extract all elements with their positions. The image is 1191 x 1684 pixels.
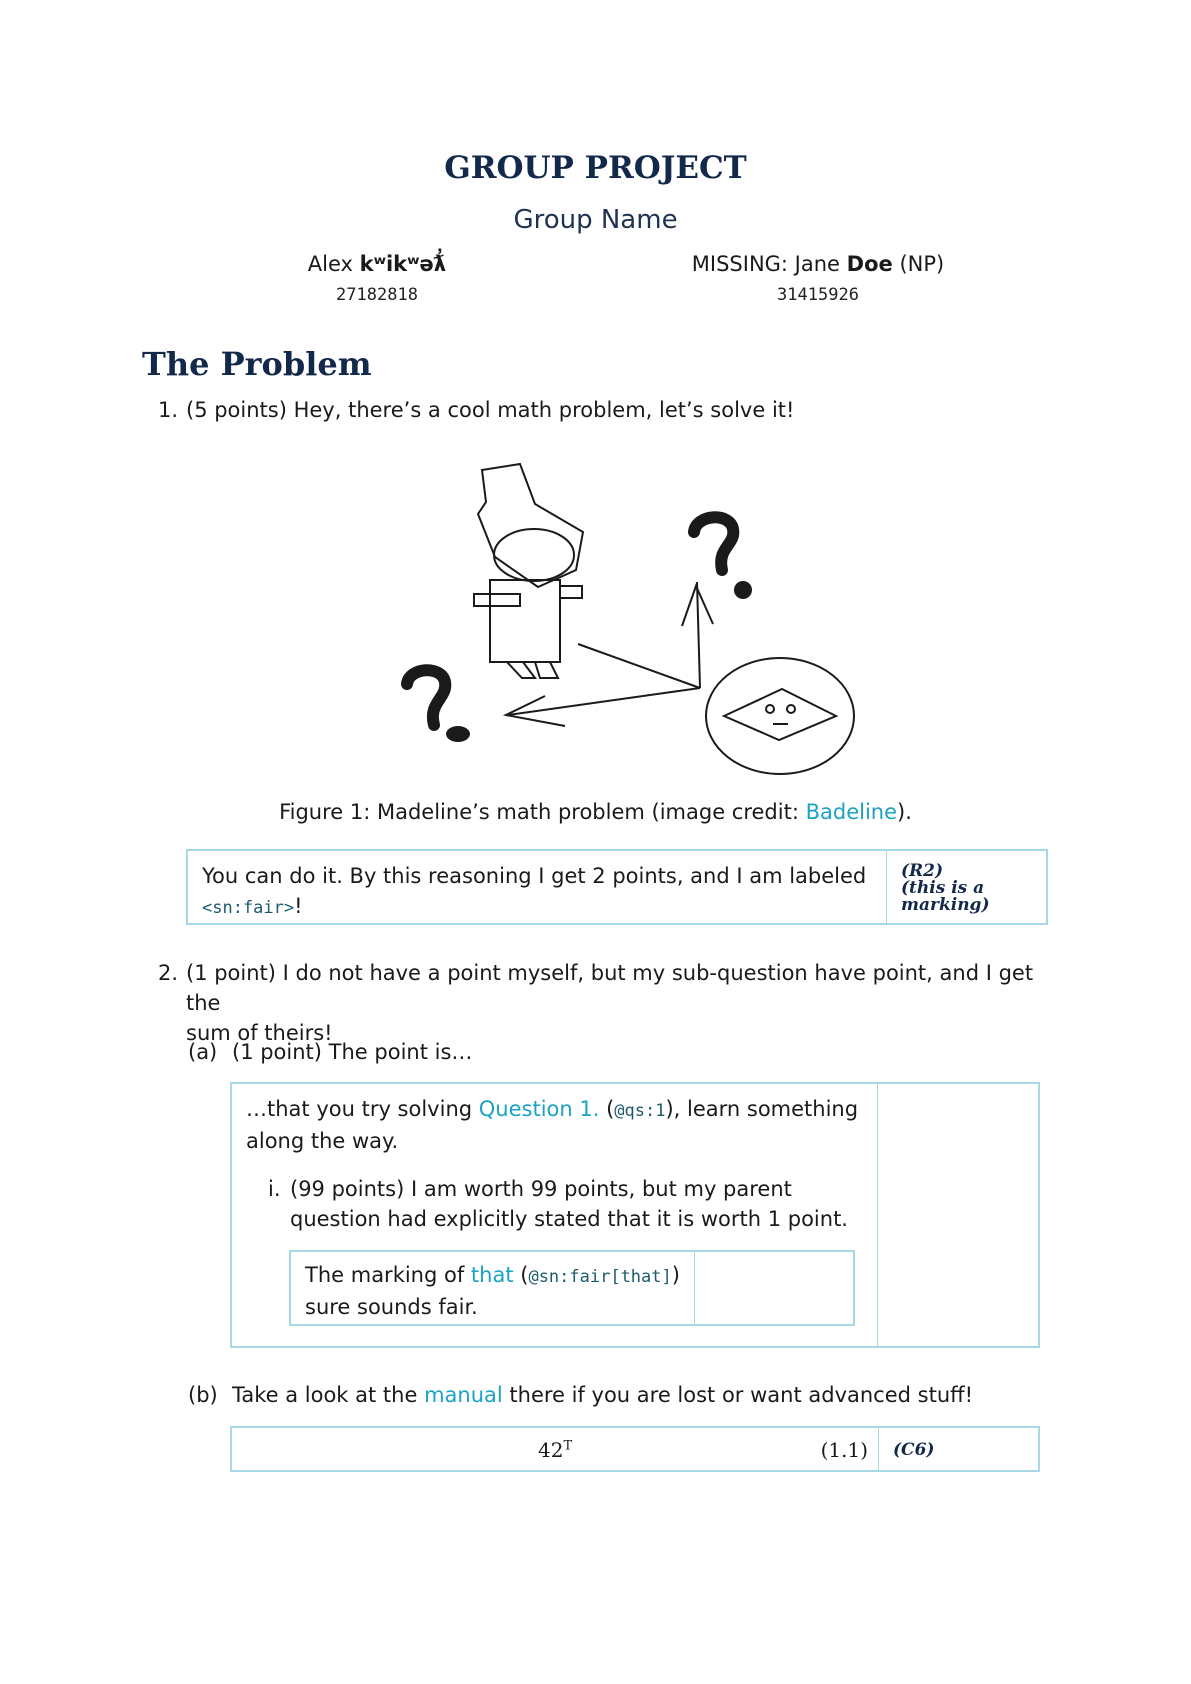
author-2-last-name: Doe: [846, 252, 893, 276]
author-2-id: 31415926: [777, 285, 859, 305]
author-2: [608, 252, 1028, 276]
section-title: The Problem: [142, 345, 372, 383]
question-1-text: (5 points) Hey, there’s a cool math problem, let’s solve it!: [186, 398, 795, 422]
q1-mark-label: (R2): [901, 861, 944, 881]
subq-a-i-paren-close: ): [671, 1263, 680, 1287]
subq-b-answer-box: [230, 1426, 1040, 1472]
equation-superscript: T: [563, 1438, 573, 1454]
subq-a-i-box-text-1: The marking of: [305, 1263, 471, 1287]
q1-answer-code: <sn:fair>: [202, 898, 295, 918]
link-that[interactable]: that: [470, 1263, 514, 1287]
q1-marking-cell: [886, 851, 1046, 923]
question-mark-left-dot: [446, 726, 470, 742]
subq-a-text: (1 point) The point is…: [232, 1040, 473, 1064]
equation-number: (1.1): [820, 1438, 868, 1462]
subq-a-marking-cell: [877, 1084, 1038, 1346]
q1-answer-text: You can do it. By this reasoning I get 2 points, and I am labeled: [202, 864, 867, 888]
figure-caption: [0, 800, 1191, 824]
subq-a-label: (a): [188, 1040, 218, 1064]
question-2-line-1: (1 point) I do not have a point myself, but my sub-question have point, and I get the: [186, 961, 1034, 1015]
question-1-number: 1.: [158, 398, 179, 422]
q1-answer-box: [186, 849, 1048, 925]
face-sketch: [706, 658, 854, 774]
author-1-id: 27182818: [336, 285, 418, 305]
subq-a-paren-open: (: [599, 1097, 615, 1121]
subq-a-text-2: ), learn something: [665, 1097, 859, 1121]
q1-answer-tail: !: [294, 894, 303, 918]
question-2-number: 2.: [158, 961, 179, 985]
q1-mark-note-1: (this is a: [901, 878, 985, 898]
caption-text: Figure 1: Madeline’s math problem (image credit:: [279, 800, 806, 824]
subq-b-marking-cell: [878, 1428, 1038, 1470]
subq-b-label: (b): [188, 1383, 218, 1407]
subq-a-i-paren-open: (: [513, 1263, 529, 1287]
subq-b-text-2: there if you are lost or want advanced stuff!: [502, 1383, 974, 1407]
q1-mark-note-2: marking): [901, 895, 990, 915]
subq-a-answer-box: [230, 1082, 1040, 1348]
group-name: Group Name: [513, 205, 678, 235]
subq-a-text-1: …that you try solving: [246, 1097, 479, 1121]
link-question-1[interactable]: Question 1.: [478, 1097, 600, 1121]
subq-a-text-3: along the way.: [246, 1129, 399, 1153]
subq-a-code: @qs:1: [614, 1101, 666, 1121]
subq-a-i-answer-box: [289, 1250, 855, 1326]
arrows-sketch: [506, 582, 713, 726]
subq-b-text: [232, 1380, 973, 1410]
subq-a-i-box-text-2: sure sounds fair.: [305, 1295, 478, 1319]
caption-end: ).: [897, 800, 912, 824]
subq-a-i-label: i.: [268, 1177, 281, 1201]
question-2-text: [186, 958, 1066, 1048]
figure-drawing: [390, 462, 860, 777]
author-2-prefix: MISSING: Jane: [691, 252, 847, 276]
subq-a-i-marking-cell: [694, 1252, 853, 1324]
subq-a-answer-text: [246, 1094, 866, 1156]
equation-body: [538, 1438, 572, 1462]
question-mark-right-dot: [734, 581, 752, 599]
question-2-line-2: sum of theirs!: [186, 1021, 333, 1045]
caption-link-badeline[interactable]: Badeline: [805, 800, 898, 824]
document-title: GROUP PROJECT: [444, 150, 747, 186]
author-1-last-name: kʷikʷəƛ̓: [359, 252, 447, 276]
subq-b-mark-label: (C6): [893, 1440, 935, 1460]
person-sketch: [474, 464, 583, 678]
author-1: [167, 252, 587, 276]
subq-b-equation: [232, 1428, 880, 1470]
author-2-suffix: (NP): [892, 252, 945, 276]
subq-a-i-code: @sn:fair[that]: [528, 1267, 672, 1287]
link-manual[interactable]: manual: [424, 1383, 503, 1407]
question-mark-right: [694, 517, 733, 570]
subq-a-i: [268, 1174, 866, 1234]
author-1-first-name: Alex: [307, 252, 360, 276]
question-mark-left: [407, 670, 445, 725]
subq-a-i-line-2: question had explicitly stated that it is worth 1 point.: [290, 1207, 848, 1231]
subq-a-i-line-1: (99 points) I am worth 99 points, but my parent: [290, 1177, 792, 1201]
equation-base: 42: [538, 1438, 564, 1462]
subq-b-text-1: Take a look at the: [232, 1383, 425, 1407]
